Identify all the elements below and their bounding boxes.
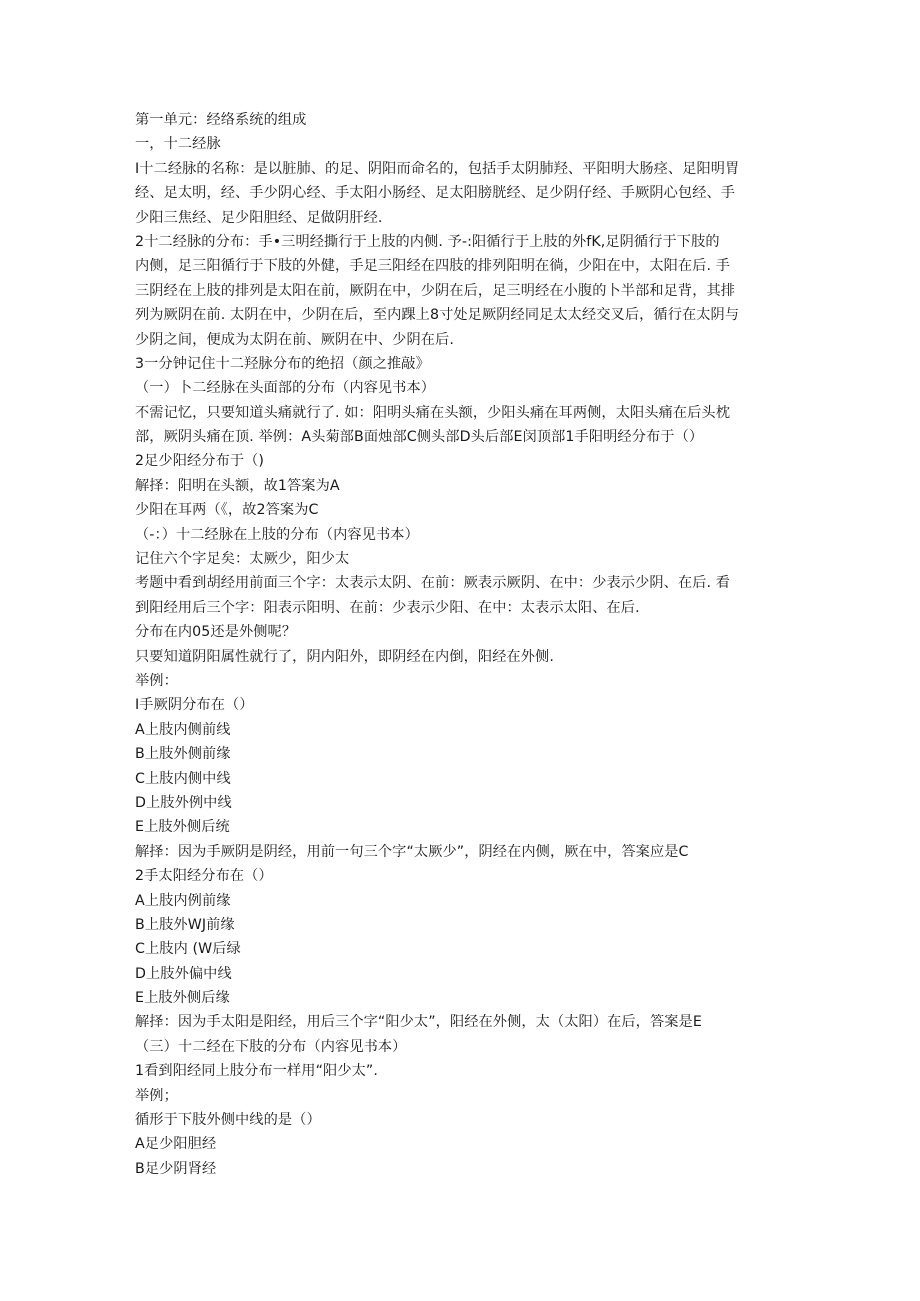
text-line: （三）十二经在下肢的分布（内容见书本）: [135, 1038, 407, 1055]
text-line: E上肢外侧后缘: [135, 990, 230, 1007]
text-line: 部，厥阴头痛在顶. 举例：A头菊部B面烛部C侧头部D头后部E闵顶部1手阳明经分布于（）: [135, 429, 704, 446]
text-line: A上肢内侧前线: [135, 721, 231, 738]
text-line: A上肢内例前缘: [135, 892, 231, 909]
text-line: 一，十二经脉: [135, 136, 221, 153]
text-line: I手厥阴分布在（）: [135, 697, 254, 714]
text-line: 少阳在耳两（《，故2答案为C: [135, 502, 319, 519]
text-line: 考题中看到胡经用前面三个字：太表示太阴、在前：厥表示厥阴、在中：少表示少阴、在后. 看: [135, 575, 731, 592]
text-line: 2足少阳经分布于（): [135, 453, 265, 470]
text-line: 1看到阳经同上肢分布一样用“阳少太”.: [135, 1063, 378, 1080]
text-line: D上肢外例中线: [135, 794, 232, 811]
text-line: 循形于下肢外侧中线的是（）: [135, 1112, 321, 1129]
text-line: 到阳经用后三个字：阳表示阳明、在前：少表示少阳、在中：太表示太阳、在后.: [135, 599, 640, 616]
text-line: 三阴经在上肢的排列是太阳在前，厥阴在中，少阴在后，足三明经在小腹的卜半部和足背，其排: [135, 282, 736, 299]
text-line: 列为厥阴在前. 太阴在中，少阴在后，至内踝上8寸处足厥阴经同足太太经交叉后，循行在太阴与: [135, 307, 740, 324]
text-line: 不需记忆，只要知道头痛就行了. 如：阳明头痛在头额，少阳头痛在耳两侧，太阳头痛在后头枕: [135, 404, 731, 421]
text-line: 3一分钟记住十二羟脉分布的绝招（颜之推敲》: [135, 355, 430, 372]
text-line: 分布在内05还是外侧呢？: [135, 624, 297, 641]
text-line: 经、足太明，经、手少阴心经、手太阳小肠经、足太阳膀胱经、足少阴仔经、手厥阴心包经、手: [135, 185, 736, 202]
text-line: （-：）十二经脉在上肢的分布（内容见书本）: [135, 526, 419, 543]
text-line: B上肢外侧前缘: [135, 746, 231, 763]
text-line: 第一单元：经络系统的组成: [135, 112, 307, 128]
text-line: B足少阴肾经: [135, 1160, 217, 1177]
text-line: B上肢外WJ前缘: [135, 916, 235, 933]
document-page: [135, 108, 785, 1181]
text-line: E上肢外侧后统: [135, 819, 230, 836]
text-line: 解择：阳明在头额，故1答案为A: [135, 477, 340, 494]
text-line: C上肢内侧中线: [135, 770, 231, 787]
text-line: 举例；: [135, 1087, 178, 1104]
text-line: 少阴之间，便成为太阴在前、厥阴在中、少阴在后.: [135, 331, 454, 348]
text-line: D上肢外偏中线: [135, 965, 232, 982]
text-line: 少阳三焦经、足少阳胆经、足做阴肝经.: [135, 209, 383, 226]
text-line: 举例：: [135, 672, 178, 689]
text-line: 内侧，足三阳循行于下肢的外健，手足三阳经在四肢的排列阳明在徜，少阳在中，太阳在后. 手: [135, 258, 731, 275]
text-line: 只要知道阴阳属性就行了，阴内阳外，即阴经在内倒，阳经在外侧.: [135, 648, 554, 665]
text-line: C上肢内 (W后绿: [135, 941, 241, 958]
text-line: 2十二经脉的分布：手•三明经撕行于上肢的内侧. 予-:阳循行于上肢的外fK,足阴循行于下肢的: [135, 233, 720, 250]
text-line: （一）卜二经脉在头面部的分布（内容见书本）: [135, 380, 436, 397]
text-line: 2手太阳经分布在（）: [135, 868, 273, 885]
text-line: 解择：因为手太阳是阳经，用后三个字“阳少太”，阳经在外侧，太（太阳）在后，答案是E: [135, 1014, 702, 1031]
text-line: 解择：因为手厥阴是阴经，用前一句三个字“太厥少”，阴经在内侧，厥在中，答案应是C: [135, 843, 689, 860]
text-line: A足少阳胆经: [135, 1136, 217, 1153]
text-line: I十二经脉的名称：是以脏肺、的足、阴阳而命名的，包括手太阴肺羟、平阳明大肠痉、足阳明胃: [135, 160, 740, 177]
text-line: 记住六个字足矣：太厥少，阳少太: [135, 551, 350, 568]
